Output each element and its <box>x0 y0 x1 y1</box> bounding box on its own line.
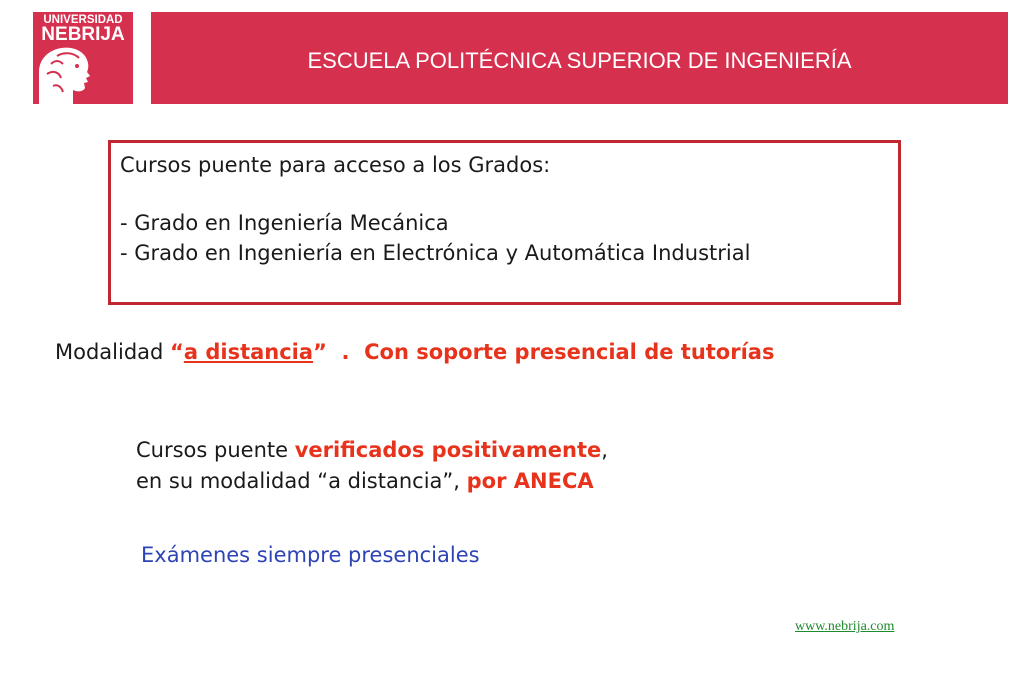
distance-label: a distancia <box>183 340 314 364</box>
support-text: Con soporte presencial de tutorías <box>364 340 775 364</box>
exams-note: Exámenes siempre presenciales <box>141 543 480 567</box>
verification-line-2 <box>136 469 594 493</box>
quote-open: “ <box>170 340 184 364</box>
modalidad-separator: . <box>326 340 365 364</box>
header-bar <box>151 12 1008 104</box>
course-intro: Cursos puente para acceso a los Grados: <box>120 153 551 177</box>
logo-university-text: UNIVERSIDAD <box>43 14 123 26</box>
verification-modality: en su modalidad “a distancia”, <box>136 469 467 493</box>
profile-head-icon <box>33 12 133 104</box>
verification-prefix: Cursos puente <box>136 438 295 462</box>
course-info-box <box>108 140 901 305</box>
nebrija-logo <box>33 12 133 104</box>
quote-close: ” <box>313 340 327 364</box>
verification-line-1 <box>136 438 608 462</box>
verification-highlight: verificados positivamente <box>294 438 602 462</box>
course-item-mecanica: - Grado en Ingeniería Mecánica <box>120 211 449 235</box>
header-title: ESCUELA POLITÉCNICA SUPERIOR DE INGENIERÍA <box>307 48 852 73</box>
logo-nebrija-text: NEBRIJA <box>41 24 125 45</box>
aneca-highlight: por ANECA <box>466 469 594 493</box>
modalidad-line <box>55 340 774 364</box>
website-link[interactable]: www.nebrija.com <box>795 619 895 634</box>
modalidad-prefix: Modalidad <box>55 340 171 364</box>
course-item-electronica: - Grado en Ingeniería en Electrónica y Automática Industrial <box>120 241 751 265</box>
verification-comma: , <box>601 438 608 462</box>
